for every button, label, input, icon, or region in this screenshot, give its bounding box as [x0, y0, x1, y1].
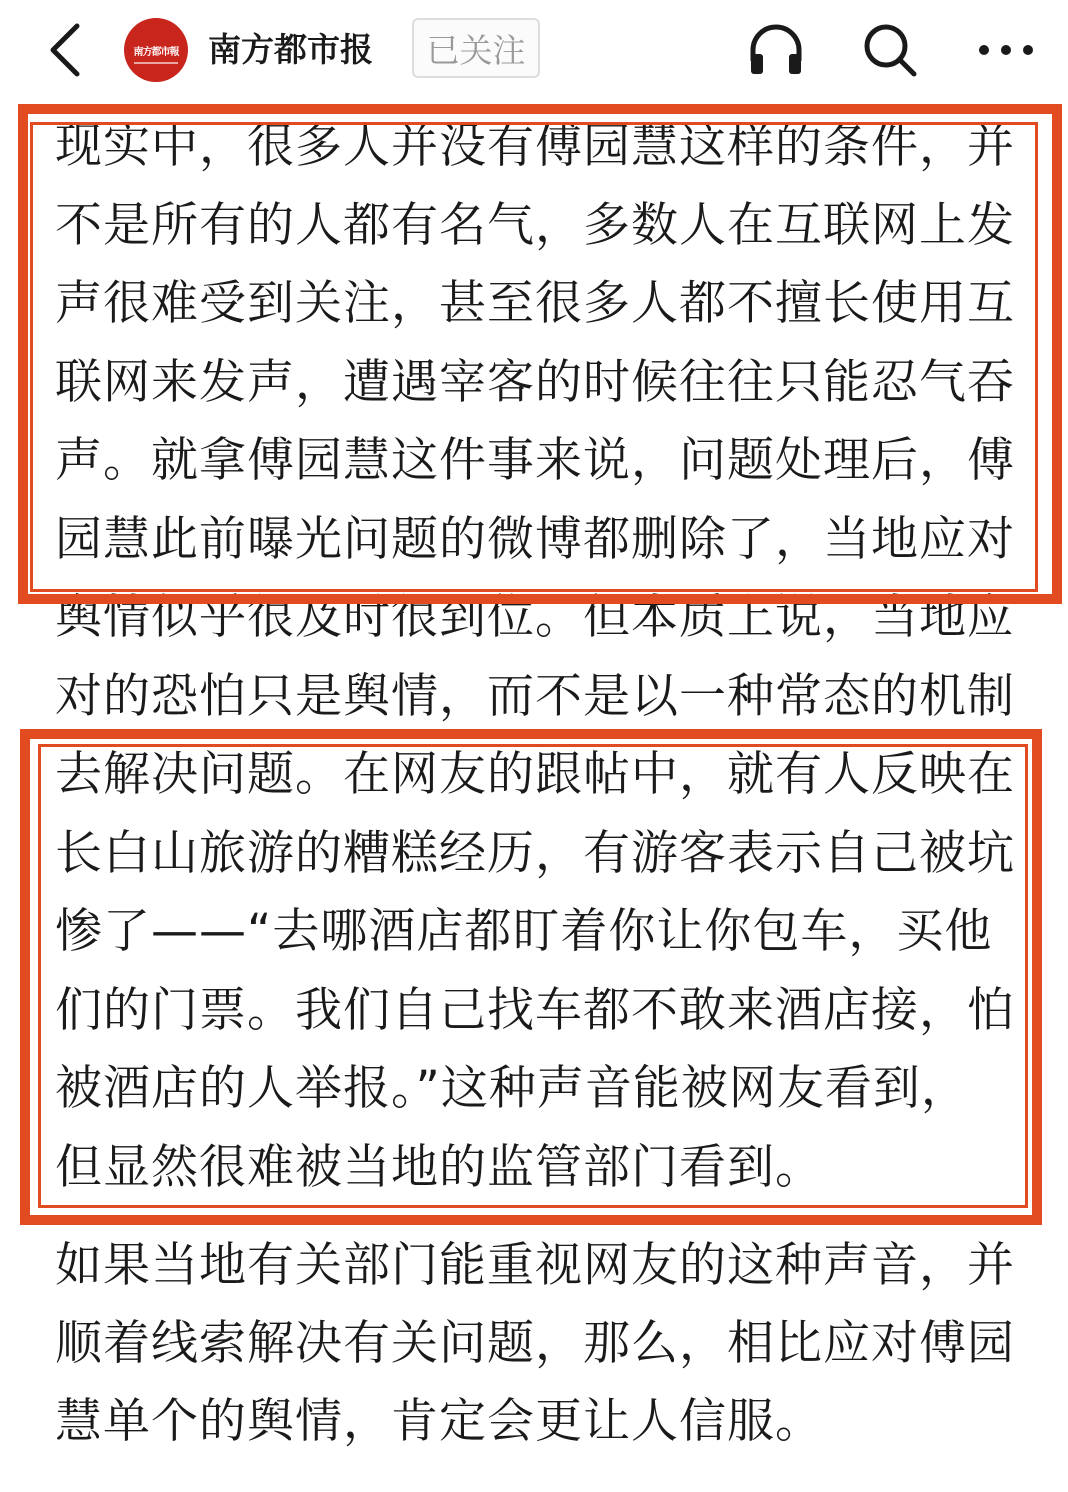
- back-button[interactable]: [40, 22, 90, 78]
- avatar[interactable]: [124, 18, 188, 82]
- paragraph-line: 声。就拿傅园慧这件事来说，问题处理后，傅: [55, 433, 1015, 488]
- paragraph-line: 长白山旅游的糟糕经历，有游客表示自己被坑: [55, 825, 1015, 881]
- paragraph-line: 们的门票。我们自己找车都不敢来酒店接，怕: [55, 982, 1015, 1038]
- paragraph-line: 被酒店的人举报。”这种声音能被网友看到，: [55, 1061, 969, 1116]
- paragraph-line: 声很难受到关注，甚至很多人都不擅长使用互: [55, 276, 1015, 331]
- chevron-left-icon: [45, 22, 85, 78]
- search-button[interactable]: [858, 20, 922, 80]
- paragraph-spacer: [55, 1207, 1035, 1227]
- article-body: [55, 108, 1035, 1461]
- more-dots-icon: [976, 40, 1036, 60]
- follow-button[interactable]: 已关注: [412, 18, 540, 78]
- headphones-icon: [747, 22, 805, 78]
- paragraph-line: 但显然很难被当地的监管部门看到。: [55, 1139, 823, 1195]
- paragraph-line: 慧单个的舆情，肯定会更让人信服。: [55, 1394, 823, 1449]
- paragraph-line: 惨了——“去哪酒店都盯着你让你包车，买他: [55, 904, 993, 959]
- listen-button[interactable]: [744, 20, 808, 80]
- paragraph-line: 对的恐怕只是舆情，而不是以一种常态的机制: [55, 668, 1015, 724]
- article-paragraph: [55, 1227, 1035, 1461]
- paragraph-line: 联网来发声，遭遇宰客的时候往往只能忍气吞: [55, 354, 1015, 410]
- paragraph-line: 舆情似乎很及时很到位。但本质上说，当地应: [55, 590, 1015, 645]
- article-paragraph: [55, 108, 1035, 1207]
- paragraph-line: 园慧此前曝光问题的微博都删除了，当地应对: [55, 511, 1015, 567]
- account-name[interactable]: 南方都市报: [208, 30, 373, 69]
- top-bar: [0, 0, 1068, 100]
- paragraph-line: 如果当地有关部门能重视网友的这种声音，并: [55, 1238, 1015, 1293]
- paragraph-line: 不是所有的人都有名气，多数人在互联网上发: [55, 197, 1015, 253]
- avatar-logo-rule: [134, 62, 178, 64]
- paragraph-line: 现实中，很多人并没有傅园慧这样的条件，并: [55, 119, 1015, 174]
- paragraph-line: 去解决问题。在网友的跟帖中，就有人反映在: [55, 747, 1015, 802]
- avatar-logo-text: 南方都市報: [133, 46, 179, 58]
- search-icon: [862, 22, 918, 78]
- more-button[interactable]: [974, 20, 1038, 80]
- paragraph-line: 顺着线索解决有关问题，那么，相比应对傅园: [55, 1316, 1015, 1371]
